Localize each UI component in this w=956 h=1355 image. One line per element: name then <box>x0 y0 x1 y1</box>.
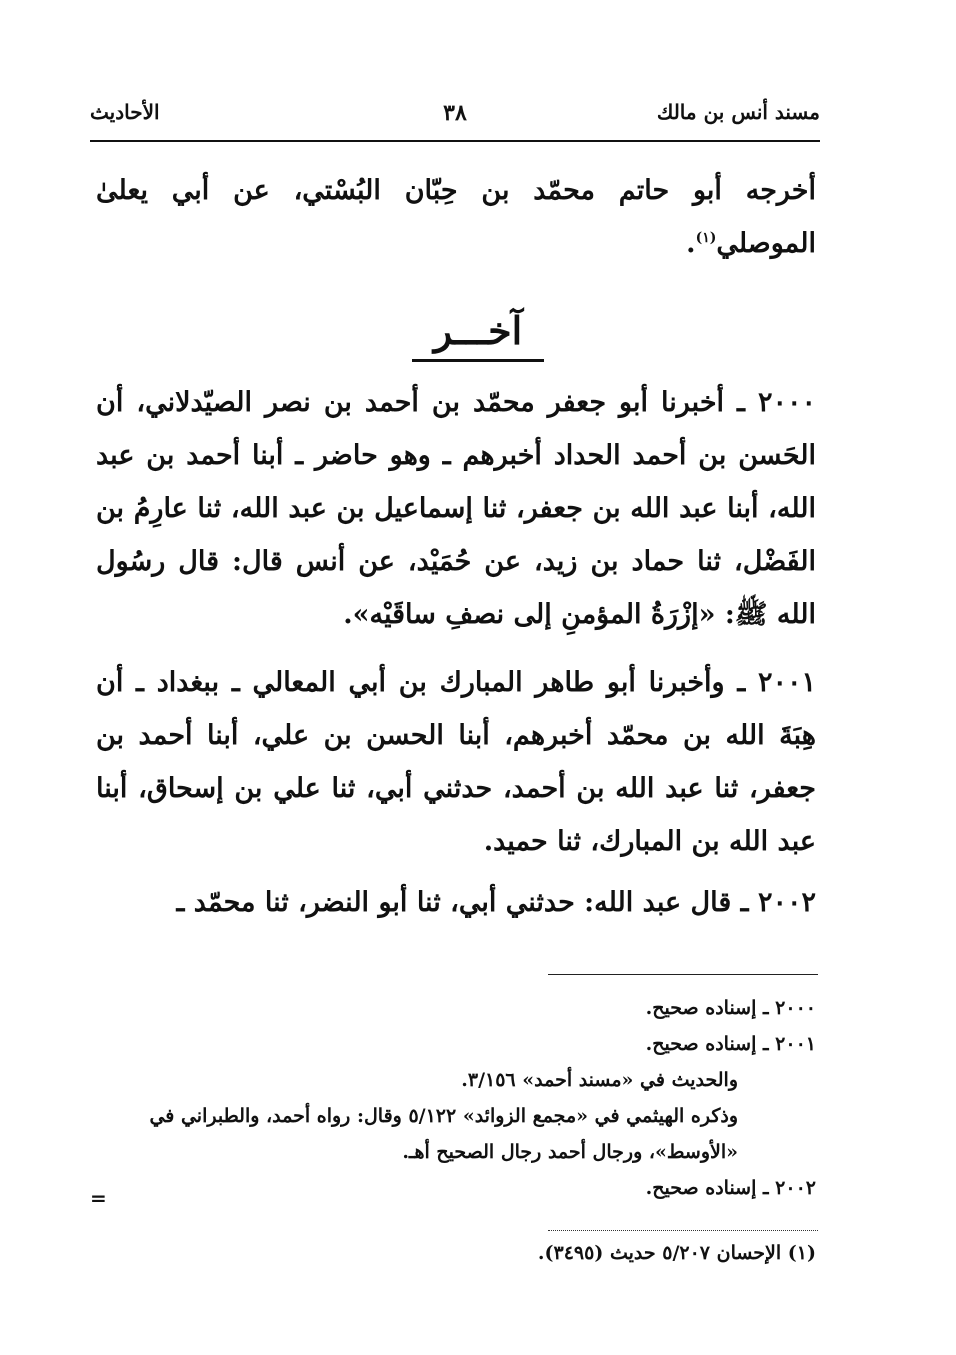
footnote-musnad: والحديث في «مسند أحمد» ٣/١٥٦. <box>461 1069 738 1091</box>
running-header <box>90 100 820 132</box>
hadith-2002: ٢٠٠٢ ـ قال عبد الله: حدثني أبي، ثنا أبو النضر، ثنا محمّد ـ <box>176 887 816 918</box>
footnote-haythami: وذكره الهيثمي في «مجمع الزوائد» ٥/١٢٢ وقال: رواه أحمد، والطبراني في «الأوسط»، ورجال أحمد رجال الصحيح أهـ. <box>149 1105 738 1163</box>
section-title-text: آخـــر <box>412 308 544 362</box>
footnote-ref: (١) <box>695 230 717 246</box>
footnote-2000: ٢٠٠٠ ـ إسناده صحيح. <box>645 997 816 1019</box>
footnote-rule <box>548 974 818 975</box>
page-number: ٣٨ <box>443 100 467 126</box>
tahqiq-footnote: (١) الإحسان ٥/٢٠٧ حديث (٣٤٩٥). <box>537 1242 816 1264</box>
footnotes <box>96 990 816 1206</box>
book-title: مسند أنس بن مالك <box>656 100 820 124</box>
tahqiq-rule <box>548 1230 818 1231</box>
section-title <box>0 308 956 362</box>
intro-end: . <box>686 228 696 259</box>
intro-paragraph <box>96 164 816 270</box>
header-rule <box>90 140 820 142</box>
hadith-2000: ٢٠٠٠ ـ أخبرنا أبو جعفر محمّد بن أحمد بن نصر الصيّدلاني، أن الحَسن بن أحمد الحداد أخبرهم ـ وهو حاضر ـ أبنا أحمد بن عبد الله، أبنا عبد الله بن جعفر، ثنا إسماعيل بن عبد الله، ثنا عارِمُ بن الفَضْل، ثنا حماد بن زيد، عن حُمَيْد، عن أنس قال: قال رسُول الله ﷺ: «إزْرَةُ المؤمنِ إلى نصفِ ساقَيْه». <box>96 387 816 630</box>
footnote-2002: ٢٠٠٢ ـ إسناده صحيح. <box>645 1177 816 1199</box>
continuation-mark: = <box>90 1186 107 1210</box>
footnote-2001: ٢٠٠١ ـ إسناده صحيح. <box>645 1033 816 1055</box>
section-name: الأحاديث <box>90 100 160 124</box>
intro-text: أخرجه أبو حاتم محمّد بن حِبّان البُسْتي، عن أبي يعلىٰ الموصلي <box>96 175 816 259</box>
hadith-2001: ٢٠٠١ ـ وأخبرنا أبو طاهر المبارك بن أبي المعالي ـ ببغداد ـ أن هِبَةَ الله بن محمّد أخبرهم، أبنا الحسن بن علي، أبنا أحمد بن جعفر، ثنا عبد الله بن أحمد، حدثني أبي، ثنا علي بن إسحاق، أبنا عبد الله بن المبارك، ثنا حميد. <box>96 667 816 857</box>
